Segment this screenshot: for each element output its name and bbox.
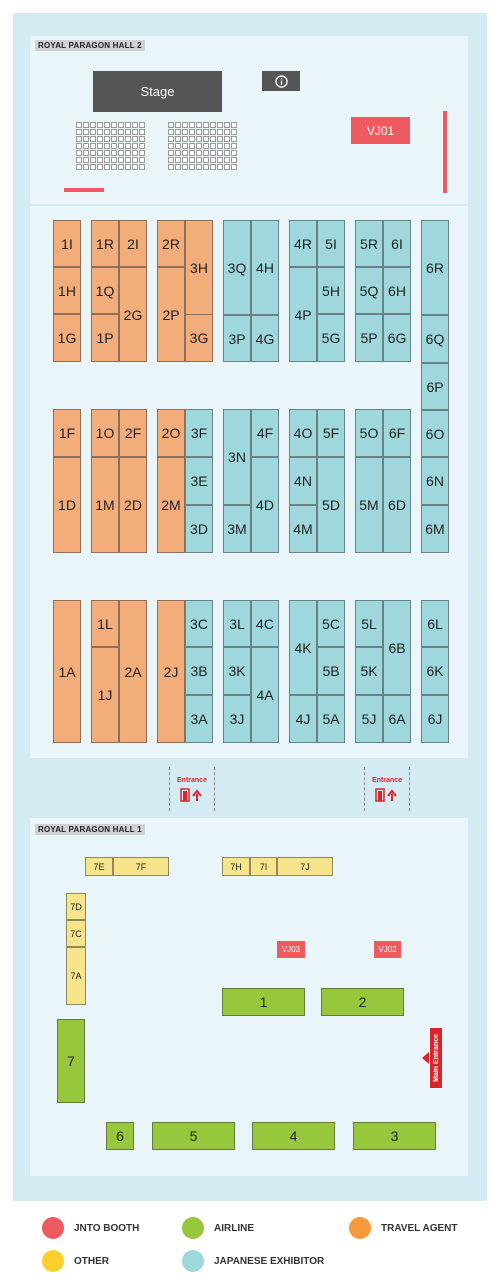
booth-4g[interactable]: 4G	[251, 315, 279, 362]
legend-dot	[349, 1217, 371, 1239]
entrance-left[interactable]	[169, 767, 215, 811]
booth-3n[interactable]: 3N	[223, 409, 251, 505]
booth-5j[interactable]: 5J	[355, 695, 383, 743]
booth-1g[interactable]: 1G	[53, 314, 81, 362]
legend-jnto-booth: JNTO BOOTH	[42, 1217, 139, 1239]
booth-3m[interactable]: 3M	[223, 505, 251, 553]
booth-4c[interactable]: 4C	[251, 600, 279, 647]
booth-7e[interactable]: 7E	[85, 857, 113, 876]
booth-5[interactable]: 5	[152, 1122, 235, 1150]
booth-3b[interactable]: 3B	[185, 647, 213, 695]
booth-1a[interactable]: 1A	[53, 600, 81, 743]
booth-7a[interactable]: 7A	[66, 947, 86, 1005]
booth-3q[interactable]: 3Q	[223, 220, 251, 315]
booth-5a[interactable]: 5A	[317, 695, 345, 743]
booth-5m[interactable]: 5M	[355, 457, 383, 553]
booth-5p[interactable]: 5P	[355, 314, 383, 362]
booth-2f[interactable]: 2F	[119, 409, 147, 457]
booth-5l[interactable]: 5L	[355, 600, 383, 647]
booth-5b[interactable]: 5B	[317, 647, 345, 695]
entrance-icon	[375, 788, 399, 802]
booth-4d[interactable]: 4D	[251, 457, 279, 553]
booth-6d[interactable]: 6D	[383, 457, 411, 553]
booth-7i[interactable]: 7I	[250, 857, 277, 876]
booth-2a[interactable]: 2A	[119, 600, 147, 743]
booth-6g[interactable]: 6G	[383, 314, 411, 362]
booth-3k[interactable]: 3K	[223, 647, 251, 695]
booth-3l[interactable]: 3L	[223, 600, 251, 647]
booth-1h[interactable]: 1H	[53, 267, 81, 314]
main-entrance[interactable]: Main Entrance	[430, 1028, 442, 1088]
booth-2m[interactable]: 2M	[157, 457, 185, 553]
booth-5c[interactable]: 5C	[317, 600, 345, 647]
booth-2g[interactable]: 2G	[119, 267, 147, 362]
booth-5k[interactable]: 5K	[355, 647, 383, 695]
entrance-label: Entrance	[177, 776, 207, 784]
booth-5i[interactable]: 5I	[317, 220, 345, 267]
booth-3g[interactable]: 3G	[185, 314, 213, 362]
booth-7d[interactable]: 7D	[66, 893, 86, 920]
booth-1r[interactable]: 1R	[91, 220, 119, 267]
booth-6i[interactable]: 6I	[383, 220, 411, 267]
booth-6[interactable]: 6	[106, 1122, 134, 1150]
booth-3c[interactable]: 3C	[185, 600, 213, 647]
booth-1j[interactable]: 1J	[91, 647, 119, 743]
booth-6o[interactable]: 6O	[421, 410, 449, 457]
booth-vj02[interactable]: VJ02	[374, 941, 401, 958]
booth-5d[interactable]: 5D	[317, 457, 345, 553]
booth-7[interactable]: 7	[57, 1019, 85, 1103]
booth-1i[interactable]: 1I	[53, 220, 81, 267]
hall1-label: ROYAL PARAGON HALL 1	[35, 824, 145, 835]
legend-dot	[182, 1217, 204, 1239]
booth-3[interactable]: 3	[353, 1122, 436, 1150]
booth-6h[interactable]: 6H	[383, 267, 411, 314]
booth-4a[interactable]: 4A	[251, 647, 279, 743]
booth-2o[interactable]: 2O	[157, 409, 185, 457]
hall2-label: ROYAL PARAGON HALL 2	[35, 40, 145, 51]
booth-6f[interactable]: 6F	[383, 409, 411, 457]
booth-1l[interactable]: 1L	[91, 600, 119, 647]
booth-4j[interactable]: 4J	[289, 695, 317, 743]
booth-5g[interactable]: 5G	[317, 314, 345, 362]
booth-5o[interactable]: 5O	[355, 409, 383, 457]
booth-1q[interactable]: 1Q	[91, 267, 119, 314]
info-icon[interactable]	[262, 71, 300, 91]
entrance-label: Entrance	[372, 776, 402, 784]
booth-1p[interactable]: 1P	[91, 314, 119, 362]
booth-2j[interactable]: 2J	[157, 600, 185, 743]
booth-2r[interactable]: 2R	[157, 220, 185, 267]
booth-7h[interactable]: 7H	[222, 857, 250, 876]
booth-7j[interactable]: 7J	[277, 857, 333, 876]
booth-4o[interactable]: 4O	[289, 409, 317, 457]
booth-vj01[interactable]: VJ01	[351, 117, 410, 144]
booth-1[interactable]: 1	[222, 988, 305, 1016]
booth-3h[interactable]: 3H	[185, 220, 213, 315]
booth-6j[interactable]: 6J	[421, 695, 449, 743]
booth-3j[interactable]: 3J	[223, 695, 251, 743]
booth-4n[interactable]: 4N	[289, 457, 317, 505]
booth-6a[interactable]: 6A	[383, 695, 411, 743]
booth-2[interactable]: 2	[321, 988, 404, 1016]
stage: Stage	[93, 71, 222, 112]
booth-5q[interactable]: 5Q	[355, 267, 383, 314]
booth-3a[interactable]: 3A	[185, 695, 213, 743]
booth-1m[interactable]: 1M	[91, 457, 119, 553]
booth-3e[interactable]: 3E	[185, 457, 213, 505]
hall2-red-wall	[443, 111, 447, 193]
entrance-icon	[180, 788, 204, 802]
booth-3p[interactable]: 3P	[223, 315, 251, 362]
booth-1f[interactable]: 1F	[53, 409, 81, 457]
booth-6p[interactable]: 6P	[421, 363, 449, 410]
booth-6n[interactable]: 6N	[421, 457, 449, 505]
booth-2i[interactable]: 2I	[119, 220, 147, 267]
seating-block-left	[76, 122, 145, 170]
hall2-red-bar	[64, 188, 104, 192]
booth-5h[interactable]: 5H	[317, 267, 345, 314]
legend-dot	[42, 1217, 64, 1239]
booth-4[interactable]: 4	[252, 1122, 335, 1150]
booth-4m[interactable]: 4M	[289, 505, 317, 553]
main-entrance-arrow-icon	[422, 1052, 429, 1064]
booth-6q[interactable]: 6Q	[421, 315, 449, 363]
booth-4h[interactable]: 4H	[251, 220, 279, 315]
entrance-right[interactable]	[364, 767, 410, 811]
booth-4f[interactable]: 4F	[251, 409, 279, 457]
legend-travel-agent: TRAVEL AGENT	[349, 1217, 457, 1239]
legend-other: OTHER	[42, 1250, 109, 1272]
booth-5f[interactable]: 5F	[317, 409, 345, 457]
booth-2p[interactable]: 2P	[157, 267, 185, 362]
booth-2d[interactable]: 2D	[119, 457, 147, 553]
booth-7f[interactable]: 7F	[113, 857, 169, 876]
booth-3d[interactable]: 3D	[185, 505, 213, 553]
booth-6k[interactable]: 6K	[421, 647, 449, 695]
booth-4p[interactable]: 4P	[289, 267, 317, 362]
booth-5r[interactable]: 5R	[355, 220, 383, 267]
booth-3f[interactable]: 3F	[185, 409, 213, 457]
legend-dot	[42, 1250, 64, 1272]
booth-6m[interactable]: 6M	[421, 505, 449, 553]
booth-4r[interactable]: 4R	[289, 220, 317, 267]
booth-7c[interactable]: 7C	[66, 920, 86, 947]
legend-japanese-exhibitor: JAPANESE EXHIBITOR	[182, 1250, 324, 1272]
booth-1o[interactable]: 1O	[91, 409, 119, 457]
seating-block-right	[168, 122, 237, 170]
legend-airline: AIRLINE	[182, 1217, 254, 1239]
booth-1d[interactable]: 1D	[53, 457, 81, 553]
booth-6b[interactable]: 6B	[383, 600, 411, 695]
booth-6r[interactable]: 6R	[421, 220, 449, 315]
booth-4k[interactable]: 4K	[289, 600, 317, 695]
booth-6l[interactable]: 6L	[421, 600, 449, 647]
legend-dot	[182, 1250, 204, 1272]
booth-vj03[interactable]: VJ03	[277, 941, 305, 958]
